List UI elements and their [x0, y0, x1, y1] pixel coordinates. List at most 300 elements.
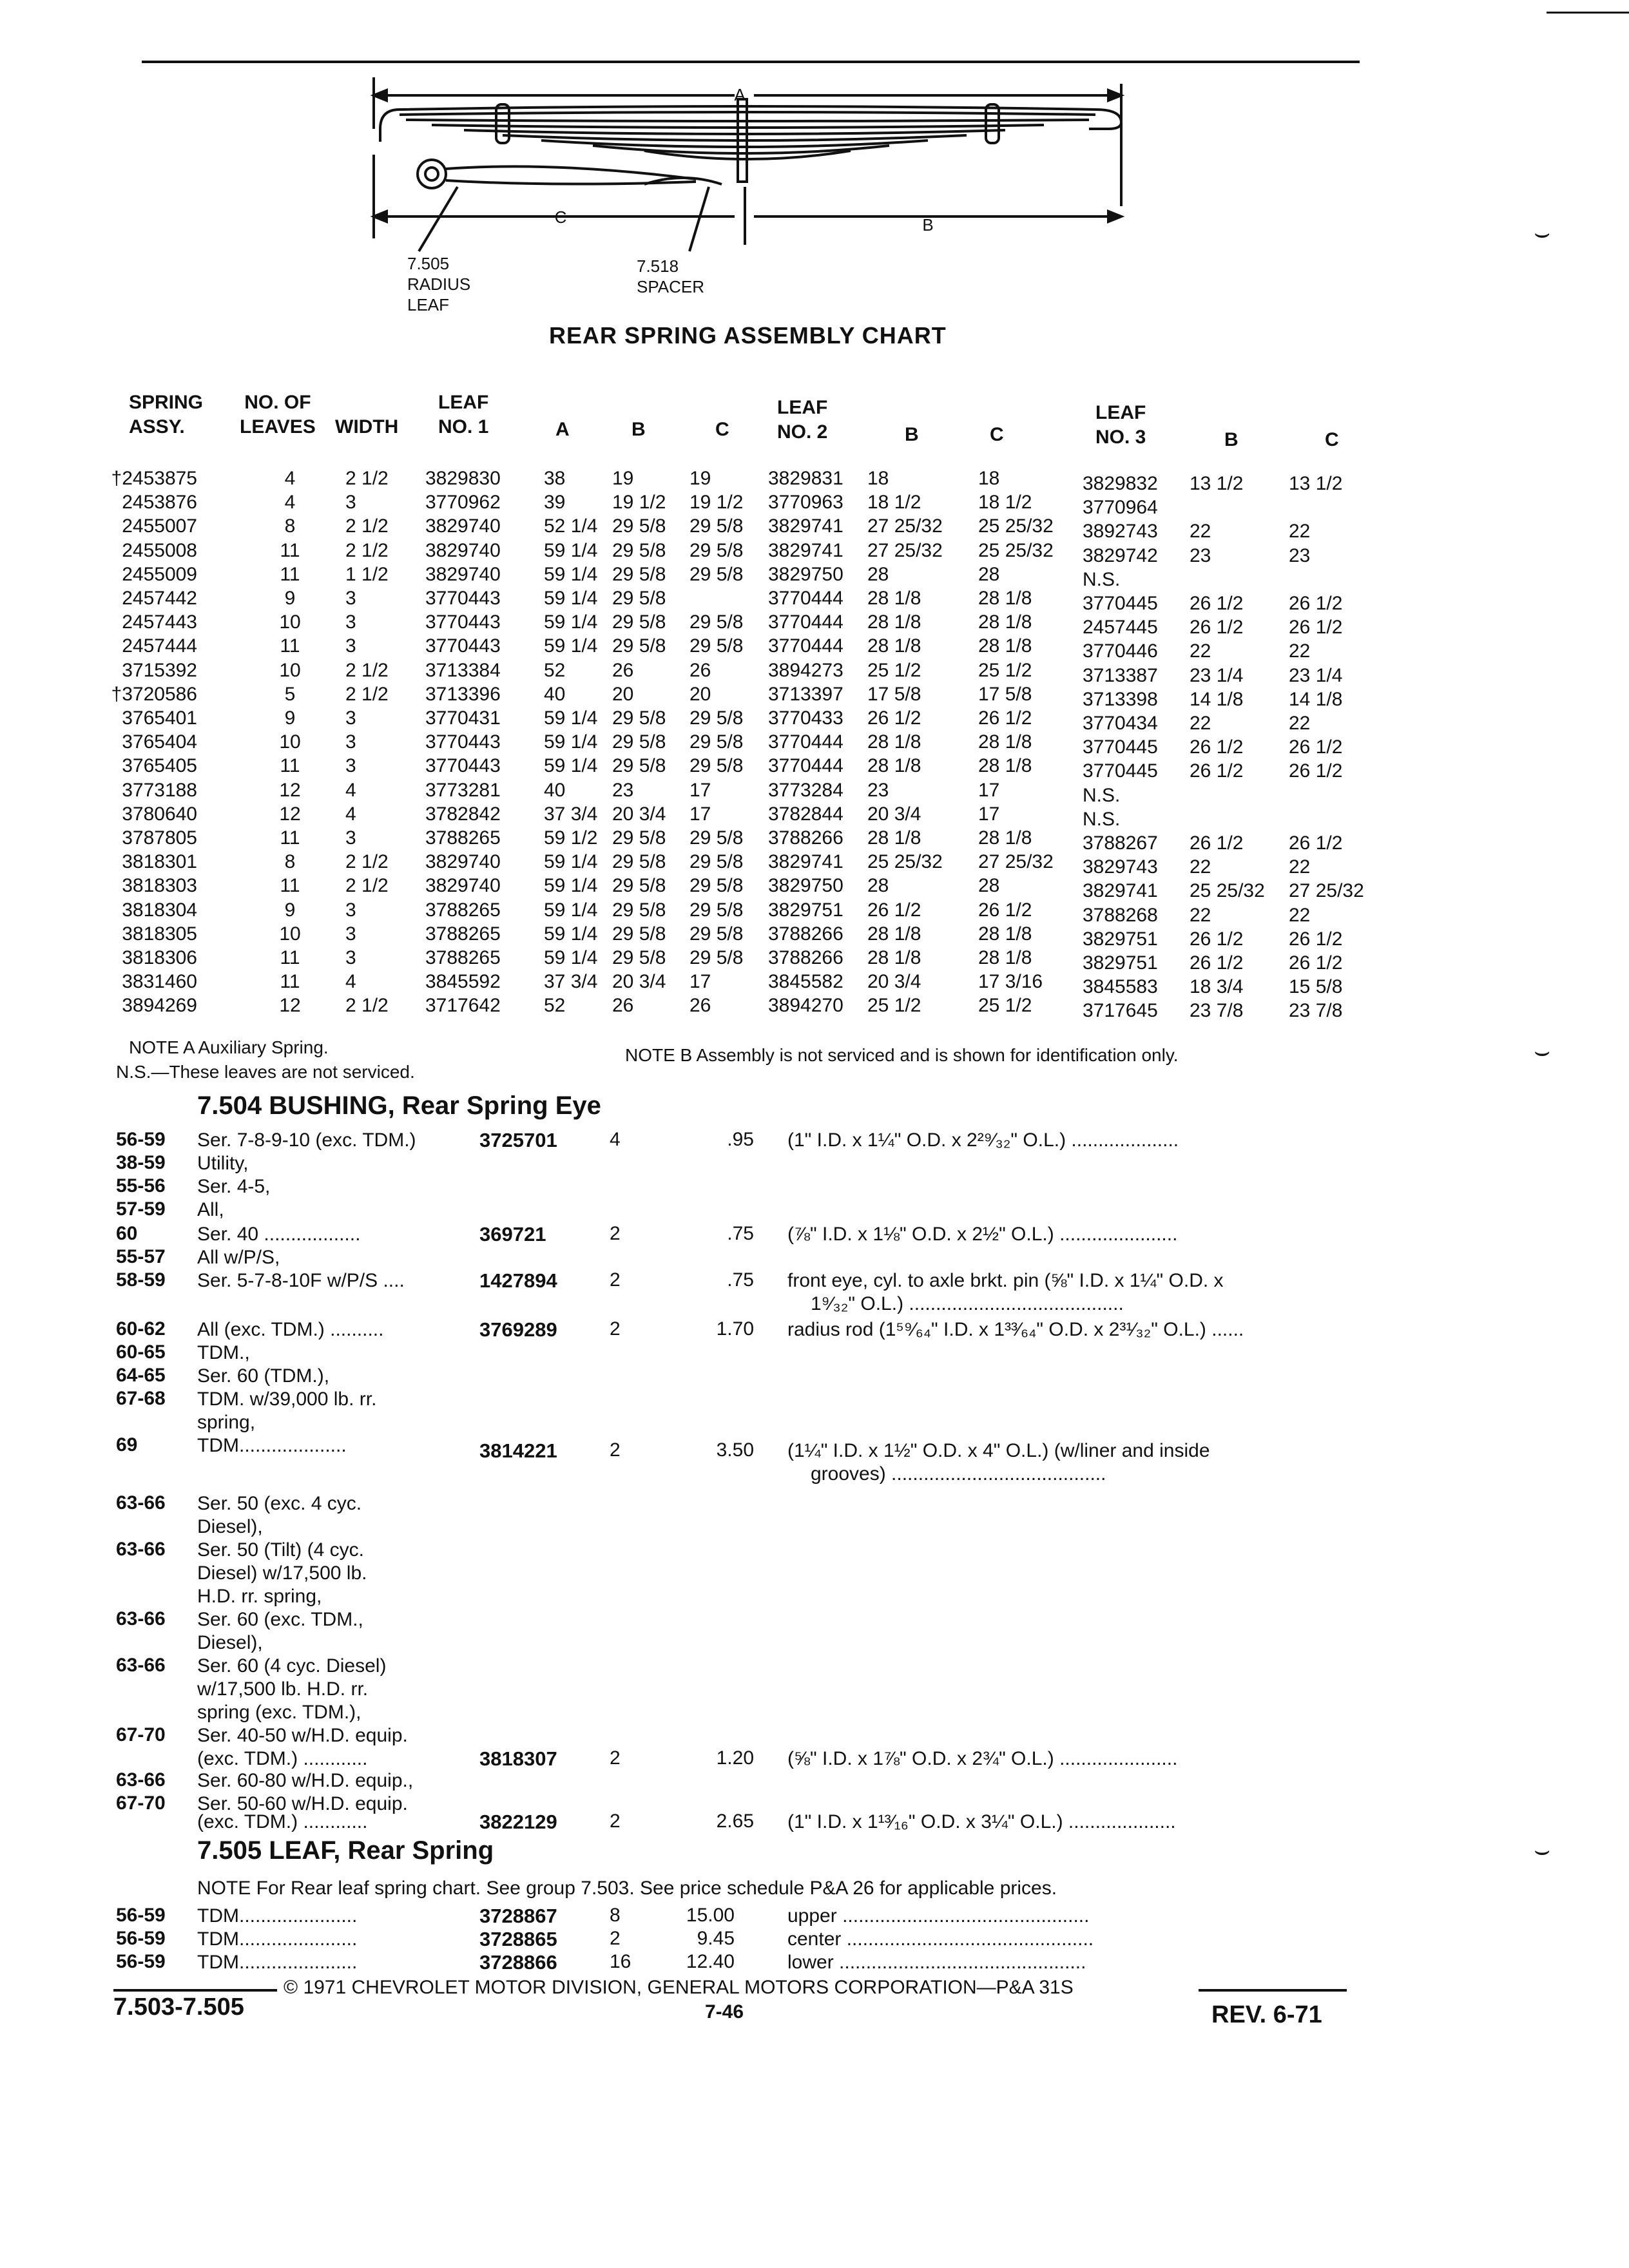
- part-description: 1⁹⁄₃₂" O.L.) ........................................: [811, 1293, 1124, 1314]
- table-cell: 23: [867, 779, 889, 801]
- table-cell: 29 5/8: [612, 875, 666, 897]
- table-cell: 37 3/4: [544, 971, 598, 993]
- table-cell: 19 1/2: [689, 492, 744, 514]
- table-cell: 3829740: [425, 539, 501, 561]
- table-cell: 26 1/2: [1289, 736, 1343, 758]
- table-cell: 3829750: [768, 563, 843, 585]
- application: Ser. 50 (Tilt) (4 cyc.: [197, 1539, 364, 1561]
- table-cell: 19: [612, 468, 634, 489]
- quantity: 2: [610, 1318, 621, 1340]
- table-cell: 3788265: [425, 827, 501, 849]
- table-cell: 4: [345, 971, 356, 993]
- copyright: © 1971 CHEVROLET MOTOR DIVISION, GENERAL MOTORS CORPORATION—P&A 31S: [284, 1977, 1074, 1998]
- table-cell: 29 5/8: [612, 827, 666, 849]
- table-cell: 3894273: [768, 659, 843, 681]
- table-cell: 17 5/8: [978, 683, 1032, 705]
- table-cell: 28 1/8: [867, 827, 921, 849]
- table-cell: 3713384: [425, 659, 501, 681]
- table-cell: 29 5/8: [612, 515, 666, 537]
- table-cell: 3: [345, 947, 356, 968]
- table-cell: 28 1/8: [978, 588, 1032, 609]
- spring-assy-number: 3818305: [122, 923, 197, 945]
- table-cell: 3770444: [768, 635, 843, 657]
- table-cell: 10: [279, 611, 301, 633]
- table-cell: 3: [345, 731, 356, 753]
- table-cell: 29 5/8: [612, 563, 666, 585]
- table-cell: 37 3/4: [544, 803, 598, 825]
- table-cell: 11: [280, 755, 300, 777]
- table-cell: 3770434: [1083, 713, 1158, 734]
- table-cell: 40: [544, 779, 566, 801]
- table-cell: 3717642: [425, 995, 501, 1017]
- table-cell: 28 1/8: [978, 755, 1032, 777]
- table-cell: 29 5/8: [612, 635, 666, 657]
- quantity: 8: [610, 1905, 621, 1926]
- table-cell: 17 5/8: [867, 683, 921, 705]
- table-cell: 26: [612, 995, 634, 1017]
- price: 1.20: [716, 1747, 754, 1769]
- table-cell: 3788268: [1083, 904, 1158, 926]
- table-cell: 28 1/8: [867, 755, 921, 777]
- application: All w/P/S,: [197, 1247, 280, 1268]
- table-cell: 3829751: [1083, 928, 1158, 950]
- table-cell: 3770443: [425, 731, 501, 753]
- spring-assy-number: 2455008: [122, 539, 197, 561]
- table-cell: 27 25/32: [867, 515, 943, 537]
- table-cell: 3770444: [768, 588, 843, 609]
- quantity: 2: [610, 1928, 621, 1949]
- table-cell: 26 1/2: [1289, 832, 1343, 854]
- model-years: 67-68: [116, 1388, 166, 1409]
- table-cell: 26 1/2: [1289, 952, 1343, 974]
- table-cell: N.S.: [1083, 808, 1121, 830]
- table-cell: 3713397: [768, 683, 843, 705]
- table-cell: 28 1/8: [867, 635, 921, 657]
- application: Ser. 5-7-8-10F w/P/S ....: [197, 1270, 405, 1291]
- table-cell: 20 3/4: [612, 971, 666, 993]
- spring-assy-number: 2457443: [122, 611, 197, 633]
- model-years: 56-59: [116, 1928, 166, 1949]
- table-cell: 26 1/2: [1190, 617, 1244, 639]
- part-number: 3814221: [479, 1439, 557, 1462]
- part-number: 3728865: [479, 1928, 557, 1950]
- spring-diagram: [361, 58, 1160, 329]
- table-cell: 40: [544, 683, 566, 705]
- col-header-a: A: [555, 419, 570, 440]
- table-cell: 10: [279, 923, 301, 945]
- table-cell: 25 25/32: [978, 515, 1054, 537]
- table-cell: 26 1/2: [1289, 617, 1343, 639]
- table-cell: 3829743: [1083, 856, 1158, 878]
- table-cell: 12: [279, 995, 301, 1017]
- table-cell: 3845582: [768, 971, 843, 993]
- spring-assy-number: 3818303: [122, 875, 197, 897]
- table-cell: 25 25/32: [867, 851, 943, 873]
- col-header-b1: B: [631, 419, 646, 440]
- table-cell: 59 1/4: [544, 539, 598, 561]
- application: Ser. 60 (TDM.),: [197, 1365, 330, 1387]
- model-years: 69: [116, 1434, 138, 1456]
- application: TDM......................: [197, 1952, 358, 1973]
- quantity: 2: [610, 1223, 621, 1244]
- table-cell: 3829740: [425, 875, 501, 897]
- application: TDM......................: [197, 1928, 358, 1950]
- table-cell: 11: [280, 539, 300, 561]
- note-a: NOTE A Auxiliary Spring.: [129, 1037, 329, 1057]
- table-cell: 52: [544, 659, 566, 681]
- table-cell: 29 5/8: [612, 707, 666, 729]
- table-cell: 20: [689, 683, 711, 705]
- table-cell: 29 5/8: [689, 515, 744, 537]
- application: Ser. 60-80 w/H.D. equip.,: [197, 1770, 414, 1791]
- table-cell: 28 1/8: [978, 827, 1032, 849]
- price: .75: [727, 1223, 754, 1244]
- table-cell: 18: [978, 468, 1000, 489]
- part-description: center ..............................................: [787, 1928, 1094, 1950]
- table-cell: 26 1/2: [1190, 593, 1244, 614]
- dim-b-label: B: [922, 215, 934, 235]
- price: 3.50: [716, 1439, 754, 1461]
- model-years: 63-66: [116, 1655, 166, 1676]
- table-cell: 22: [1190, 640, 1211, 662]
- table-cell: 19 1/2: [612, 492, 666, 514]
- section-504-title: 7.504 BUSHING, Rear Spring Eye: [197, 1091, 601, 1120]
- table-cell: 29 5/8: [612, 851, 666, 873]
- application: Ser. 60 (4 cyc. Diesel): [197, 1655, 387, 1677]
- table-cell: 59 1/4: [544, 588, 598, 609]
- table-cell: 18: [867, 468, 889, 489]
- application: spring (exc. TDM.),: [197, 1702, 361, 1723]
- table-cell: 26 1/2: [1289, 928, 1343, 950]
- model-years: 55-56: [116, 1175, 166, 1196]
- table-cell: 17: [978, 803, 1000, 825]
- table-cell: 28 1/8: [978, 611, 1032, 633]
- spring-assy-number: 3787805: [122, 827, 197, 849]
- col-header-leaf3: LEAF NO. 3: [1095, 402, 1146, 448]
- table-cell: 3829750: [768, 875, 843, 897]
- table-cell: 3829742: [1083, 544, 1158, 566]
- table-cell: 12: [279, 803, 301, 825]
- dim-a-label: A: [734, 85, 746, 104]
- table-cell: 3773281: [425, 779, 501, 801]
- table-cell: 29 5/8: [689, 635, 744, 657]
- table-cell: 10: [279, 659, 301, 681]
- table-cell: 23 1/4: [1289, 664, 1343, 686]
- application: (exc. TDM.) ............: [197, 1811, 368, 1832]
- table-cell: 28 1/8: [978, 947, 1032, 968]
- model-years: 60: [116, 1223, 138, 1244]
- table-cell: 8: [284, 851, 296, 873]
- table-cell: 14 1/8: [1190, 688, 1244, 710]
- table-cell: 29 5/8: [689, 827, 744, 849]
- spring-assy-number: 3765405: [122, 755, 197, 777]
- table-cell: 3788265: [425, 899, 501, 921]
- part-description: front eye, cyl. to axle brkt. pin (⅝" I.D. x 1¼" O.D. x: [787, 1270, 1224, 1291]
- part-number: 3728867: [479, 1905, 557, 1927]
- binder-mark: ⌣: [1534, 219, 1551, 247]
- table-cell: 11: [280, 875, 300, 897]
- spring-assy-number: 3818301: [122, 851, 197, 873]
- binder-mark: ⌣: [1534, 1836, 1551, 1865]
- table-cell: 59 1/4: [544, 563, 598, 585]
- table-cell: 3894270: [768, 995, 843, 1017]
- col-header-c3: C: [1325, 429, 1339, 450]
- table-cell: 3: [345, 827, 356, 849]
- model-years: 55-57: [116, 1246, 166, 1267]
- table-cell: 28 1/8: [867, 731, 921, 753]
- application: Diesel),: [197, 1632, 263, 1653]
- application: Ser. 40-50 w/H.D. equip.: [197, 1725, 408, 1746]
- col-header-leaf2: LEAF NO. 2: [777, 397, 828, 443]
- table-cell: 2 1/2: [345, 875, 389, 897]
- table-cell: 11: [280, 563, 300, 585]
- model-years: 56-59: [116, 1905, 166, 1926]
- table-cell: 52 1/4: [544, 515, 598, 537]
- table-cell: 25 25/32: [1190, 880, 1265, 902]
- table-cell: 29 5/8: [689, 947, 744, 968]
- application: Ser. 50 (exc. 4 cyc.: [197, 1493, 362, 1514]
- table-cell: 3770962: [425, 492, 501, 514]
- table-cell: 20: [612, 683, 634, 705]
- table-cell: 59 1/4: [544, 947, 598, 968]
- table-cell: 26 1/2: [978, 707, 1032, 729]
- table-cell: 3845583: [1083, 976, 1158, 998]
- application: TDM....................: [197, 1435, 347, 1456]
- table-cell: 3829741: [1083, 880, 1158, 902]
- table-cell: 2 1/2: [345, 851, 389, 873]
- table-cell: 2 1/2: [345, 659, 389, 681]
- table-cell: 26: [689, 659, 711, 681]
- table-cell: 29 5/8: [689, 755, 744, 777]
- price: 12.40: [686, 1951, 735, 1972]
- table-cell: 9: [284, 899, 296, 921]
- table-cell: 3892743: [1083, 521, 1158, 543]
- revision: REV. 6-71: [1211, 2001, 1322, 2028]
- table-cell: 10: [279, 731, 301, 753]
- table-cell: 14 1/8: [1289, 688, 1343, 710]
- model-years: 64-65: [116, 1365, 166, 1386]
- table-cell: 25 1/2: [867, 659, 921, 681]
- table-cell: 59 1/4: [544, 875, 598, 897]
- table-cell: 19: [689, 468, 711, 489]
- spring-assy-number: †3720586: [111, 683, 197, 705]
- table-cell: 3829751: [1083, 952, 1158, 974]
- table-cell: 11: [280, 971, 300, 993]
- table-cell: 8: [284, 515, 296, 537]
- table-cell: 11: [280, 827, 300, 849]
- table-cell: 17: [689, 779, 711, 801]
- table-cell: 29 5/8: [689, 731, 744, 753]
- application: Ser. 7-8-9-10 (exc. TDM.): [197, 1129, 416, 1151]
- table-cell: 3770431: [425, 707, 501, 729]
- table-cell: 22: [1190, 856, 1211, 878]
- table-cell: 4: [345, 803, 356, 825]
- application: Ser. 4-5,: [197, 1176, 271, 1197]
- part-number: 3728866: [479, 1951, 557, 1974]
- application: TDM. w/39,000 lb. rr.: [197, 1389, 377, 1410]
- table-cell: 28: [978, 875, 1000, 897]
- table-cell: 2 1/2: [345, 539, 389, 561]
- model-years: 38-59: [116, 1152, 166, 1173]
- table-cell: 3829751: [768, 899, 843, 921]
- spring-assy-number: 2457442: [122, 588, 197, 609]
- table-cell: 3829740: [425, 563, 501, 585]
- group-range: 7.503-7.505: [113, 1994, 244, 2021]
- corner-mark: [1547, 12, 1629, 14]
- part-number: 369721: [479, 1223, 546, 1245]
- quantity: 2: [610, 1439, 621, 1461]
- table-cell: 22: [1190, 713, 1211, 734]
- table-cell: 2457445: [1083, 617, 1158, 639]
- table-cell: 22: [1289, 521, 1311, 543]
- spring-assy-number: 3818306: [122, 947, 197, 968]
- table-cell: 59 1/4: [544, 611, 598, 633]
- col-header-leaves: NO. OF LEAVES: [240, 392, 316, 437]
- application: Diesel),: [197, 1516, 263, 1537]
- price: 1.70: [716, 1318, 754, 1340]
- spring-assy-number: 2455007: [122, 515, 197, 537]
- part-number: 3822129: [479, 1811, 557, 1833]
- table-cell: 39: [544, 492, 566, 514]
- table-cell: 59 1/4: [544, 899, 598, 921]
- table-cell: 17: [689, 803, 711, 825]
- application: w/17,500 lb. H.D. rr.: [197, 1678, 369, 1700]
- table-cell: 25 1/2: [978, 995, 1032, 1017]
- part-description: (1" I.D. x 1¹³⁄₁₆" O.D. x 3¼" O.L.) ....................: [787, 1811, 1176, 1832]
- table-cell: 26 1/2: [1190, 832, 1244, 854]
- price: .95: [727, 1129, 754, 1150]
- table-cell: 26 1/2: [867, 899, 921, 921]
- table-cell: 3: [345, 899, 356, 921]
- spacer-num: 7.518: [637, 256, 679, 276]
- spring-assy-number: 3818304: [122, 899, 197, 921]
- table-cell: 28: [867, 875, 889, 897]
- footer-rule-left: [113, 1989, 277, 1992]
- table-cell: 13 1/2: [1289, 473, 1343, 494]
- table-cell: 23: [1190, 544, 1211, 566]
- price: 15.00: [686, 1905, 735, 1926]
- table-cell: 3770445: [1083, 736, 1158, 758]
- table-cell: 9: [284, 707, 296, 729]
- model-years: 56-59: [116, 1129, 166, 1150]
- chart-title: REAR SPRING ASSEMBLY CHART: [549, 322, 947, 349]
- table-cell: 59 1/4: [544, 923, 598, 945]
- table-cell: 3713396: [425, 683, 501, 705]
- col-header-c1: C: [715, 419, 729, 440]
- spring-assy-number: 3831460: [122, 971, 197, 993]
- table-cell: 59 1/4: [544, 731, 598, 753]
- table-cell: 15 5/8: [1289, 976, 1343, 998]
- table-cell: 59 1/4: [544, 755, 598, 777]
- table-cell: 28: [978, 563, 1000, 585]
- col-header-width: WIDTH: [335, 416, 399, 437]
- table-cell: 4: [284, 468, 296, 489]
- table-cell: 18 1/2: [978, 492, 1032, 514]
- table-cell: 3770446: [1083, 640, 1158, 662]
- spring-assy-number: 2453876: [122, 492, 197, 514]
- table-cell: 3: [345, 588, 356, 609]
- table-cell: 28 1/8: [978, 731, 1032, 753]
- part-description: upper ..............................................: [787, 1905, 1090, 1927]
- table-cell: 26 1/2: [978, 899, 1032, 921]
- binder-mark: ⌣: [1534, 1037, 1551, 1066]
- table-cell: 38: [544, 468, 566, 489]
- quantity: 2: [610, 1747, 621, 1769]
- table-cell: 17 3/16: [978, 971, 1043, 993]
- part-description: radius rod (1⁵⁹⁄₆₄" I.D. x 1³³⁄₆₄" O.D. x 2³¹⁄₃₂" O.L.) ......: [787, 1319, 1244, 1340]
- spring-assy-number: 3894269: [122, 995, 197, 1017]
- price: .75: [727, 1269, 754, 1291]
- table-cell: 59 1/4: [544, 851, 598, 873]
- table-cell: 59 1/4: [544, 635, 598, 657]
- radius-leaf-label2: LEAF: [407, 295, 450, 314]
- model-years: 67-70: [116, 1792, 166, 1814]
- table-cell: 2 1/2: [345, 683, 389, 705]
- table-cell: 28 1/8: [867, 947, 921, 968]
- table-cell: 13 1/2: [1190, 473, 1244, 494]
- col-header-spring-assy: SPRING ASSY.: [129, 392, 204, 437]
- table-cell: 3788265: [425, 923, 501, 945]
- model-years: 56-59: [116, 1951, 166, 1972]
- table-cell: 3: [345, 755, 356, 777]
- model-years: 58-59: [116, 1269, 166, 1291]
- table-cell: 3829741: [768, 539, 843, 561]
- table-cell: 23 1/4: [1190, 664, 1244, 686]
- table-cell: 28 1/8: [978, 923, 1032, 945]
- table-cell: 29 5/8: [612, 899, 666, 921]
- table-cell: 26: [612, 659, 634, 681]
- spring-assy-number: 3780640: [122, 803, 197, 825]
- table-cell: 29 5/8: [689, 899, 744, 921]
- table-cell: 28 1/8: [867, 588, 921, 609]
- table-cell: 3770433: [768, 707, 843, 729]
- application: Ser. 40 ..................: [197, 1224, 361, 1245]
- table-cell: 59 1/2: [544, 827, 598, 849]
- table-cell: 29 5/8: [612, 588, 666, 609]
- table-cell: 26 1/2: [867, 707, 921, 729]
- spring-assy-number: 2457444: [122, 635, 197, 657]
- model-years: 67-70: [116, 1724, 166, 1745]
- table-cell: 28 1/8: [867, 923, 921, 945]
- table-cell: 27 25/32: [1289, 880, 1364, 902]
- table-cell: 3713387: [1083, 664, 1158, 686]
- table-cell: 4: [284, 492, 296, 514]
- application: All (exc. TDM.) ..........: [197, 1319, 384, 1340]
- table-cell: 23: [612, 779, 634, 801]
- table-cell: 29 5/8: [612, 923, 666, 945]
- table-cell: 27 25/32: [978, 851, 1054, 873]
- table-cell: 9: [284, 588, 296, 609]
- table-cell: 2 1/2: [345, 995, 389, 1017]
- table-cell: 3773284: [768, 779, 843, 801]
- table-cell: 3829741: [768, 515, 843, 537]
- table-cell: 28: [867, 563, 889, 585]
- table-cell: 28 1/8: [867, 611, 921, 633]
- table-cell: 28 1/8: [978, 635, 1032, 657]
- table-cell: 22: [1289, 904, 1311, 926]
- table-cell: 20 3/4: [867, 803, 921, 825]
- spring-assy-number: 3715392: [122, 659, 197, 681]
- model-years: 60-65: [116, 1341, 166, 1363]
- table-cell: 23 7/8: [1190, 1000, 1244, 1022]
- table-cell: 59 1/4: [544, 707, 598, 729]
- table-cell: 3782842: [425, 803, 501, 825]
- footer-rule-right: [1199, 1989, 1347, 1992]
- section-505-title: 7.505 LEAF, Rear Spring: [197, 1836, 494, 1865]
- part-description: (1" I.D. x 1¼" O.D. x 2²⁹⁄₃₂" O.L.) ....................: [787, 1129, 1179, 1151]
- table-cell: 3713398: [1083, 688, 1158, 710]
- table-cell: 3770443: [425, 611, 501, 633]
